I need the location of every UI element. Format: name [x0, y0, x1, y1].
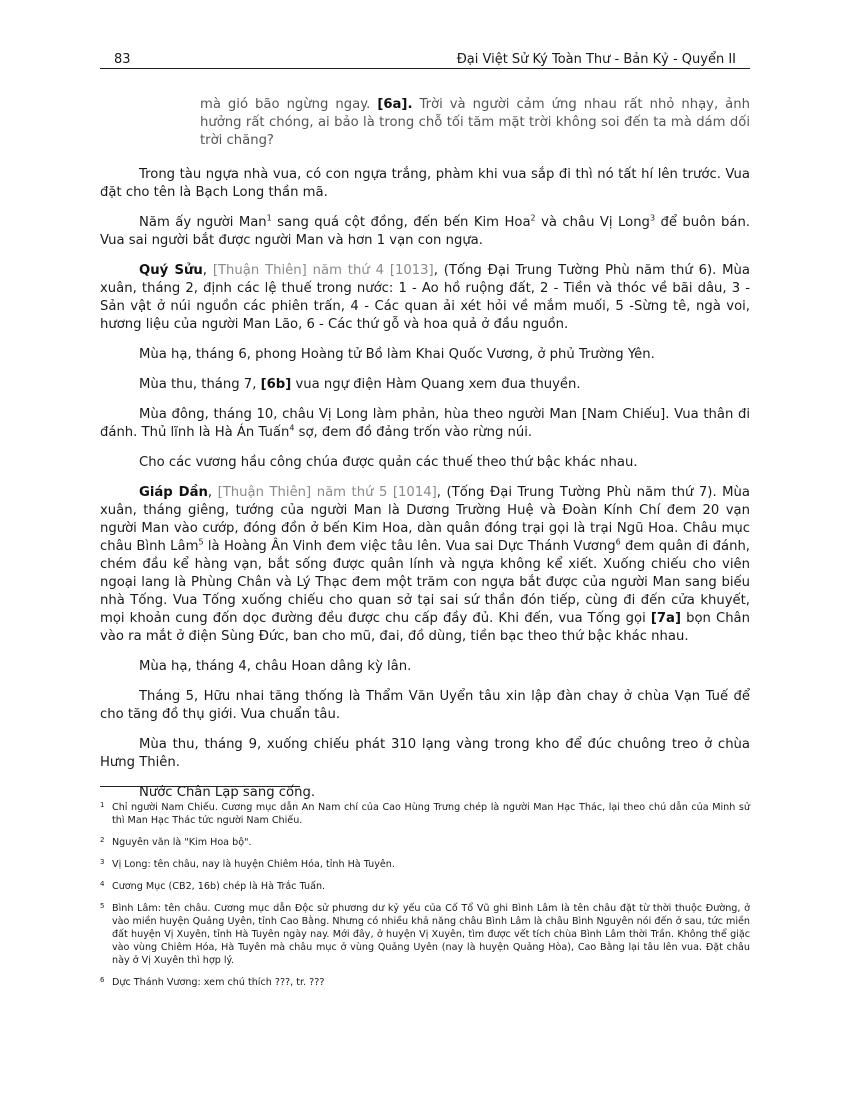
text-run: Trời và người cảm ứng nhau rất nhỏ nhạy, ảnh hưởng rất chóng, ai bảo là trong chỗ tối tăm mặt trời không soi đến ta mà dám dối trời chăng? — [200, 97, 750, 148]
running-header — [100, 46, 750, 66]
era-note: [Thuận Thiên] năm thứ 5 [1014] — [217, 485, 437, 500]
footnote-number: 6 — [100, 976, 105, 984]
paragraph — [100, 406, 750, 442]
year-heading: Quý Sửu — [139, 263, 203, 278]
footnote-ref[interactable]: 5 — [198, 537, 204, 547]
footnote-number: 3 — [100, 858, 105, 866]
footnote-number: 4 — [100, 880, 105, 888]
text-run: Năm ấy người Man — [139, 215, 267, 230]
footnote — [100, 976, 750, 989]
paragraph — [200, 96, 750, 150]
main-text — [100, 96, 750, 814]
paragraph — [100, 376, 750, 394]
footnote — [100, 801, 750, 827]
footnote-number: 1 — [100, 801, 105, 809]
text-run: vua ngự điện Hàm Quang xem đua thuyền. — [291, 377, 581, 392]
page-ref: [7a] — [650, 611, 681, 626]
text-run: sang quá cột đồng, đến bến Kim Hoa — [271, 215, 531, 230]
footnote-separator — [100, 786, 300, 787]
paragraph: Mùa hạ, tháng 4, châu Hoan dâng kỳ lân. — [139, 659, 412, 674]
paragraph: Tháng 5, Hữu nhai tăng thống là Thẩm Văn Uyển tâu xin lập đàn chay ở chùa Vạn Tuế để cho tăng đồ thụ giới. Vua chuẩn tâu. — [100, 689, 750, 722]
text-run: , — [202, 263, 213, 278]
running-title: Đại Việt Sử Ký Toàn Thư - Bản Kỷ - Quyển II — [456, 52, 736, 67]
paragraph: Cho các vương hầu công chúa được quản các thuế theo thứ bậc khác nhau. — [139, 455, 638, 470]
text-run: để buôn bán. Vua sai người bắt được người Man và hơn 1 vạn con ngựa. — [100, 215, 750, 248]
footnote-ref[interactable]: 4 — [289, 423, 295, 433]
paragraph — [100, 214, 750, 250]
text-run: Mùa đông, tháng 10, châu Vị Long làm phản, hùa theo người Man [Nam Chiếu]. Vua thân đi đánh. Thủ lĩnh là Hà Án Tuấn — [100, 407, 750, 440]
footnote-text: Chỉ người Nam Chiếu. Cương mục dẫn An Nam chí của Cao Hùng Trưng chép là người Man Hạc Thác, lại theo chú dẫn của Minh sử thì Man Hạc Thác tức người Nam Chiếu. — [112, 802, 750, 826]
text-run: , — [207, 485, 218, 500]
paragraph — [100, 484, 750, 646]
footnote — [100, 858, 750, 871]
footnote-text: Vị Long: tên châu, nay là huyện Chiêm Hóa, tỉnh Hà Tuyên. — [112, 859, 395, 870]
text-run: , (Tống Đại Trung Tường Phù năm thứ 7). Mùa xuân, tháng giêng, tướng của người Man là Dương Trường Huệ và Đoàn Kính Chí đem 20 vạn người Man vào cướp, đóng đồn ở bến Kim Hoa, dàn quân đóng trại gọi là trại Ngũ Hoa. Châu mục châu Bình Lâm — [100, 485, 750, 554]
era-note: [Thuận Thiên] năm thứ 4 [1013] — [212, 263, 434, 278]
text-run: mà gió bão ngừng ngay. — [200, 97, 378, 112]
text-run: , (Tống Đại Trung Tường Phù năm thứ 6). Mùa xuân, tháng 2, định các lệ thuế trong nước: 1 - Ao hồ ruộng đất, 2 - Tiền và thóc về bãi dâu, 3 - Sản vật ở núi nguồn các phiên trấn, 4 - Các quan ải xét hỏi về mắm muối, 5 -Sừng tê, ngà voi, hương liệu của người Man Lão, 6 - Các thứ gỗ và hoa quả ở đầu nguồn. — [100, 263, 750, 332]
paragraph: Mùa thu, tháng 9, xuống chiếu phát 310 lạng vàng trong kho để đúc chuông treo ở chùa Hưng Thiên. — [100, 737, 750, 770]
footnote-ref[interactable]: 1 — [266, 213, 272, 223]
text-run: sợ, đem đồ đảng trốn vào rừng núi. — [294, 425, 533, 440]
text-run: là Hoàng Ân Vinh đem việc tâu lên. Vua sai Dực Thánh Vương — [203, 539, 616, 554]
year-heading: Giáp Dần — [139, 485, 208, 500]
footnote-text: Dực Thánh Vương: xem chú thích ???, tr. ??? — [112, 977, 325, 988]
paragraph: Mùa hạ, tháng 6, phong Hoàng tử Bồ làm Khai Quốc Vương, ở phủ Trường Yên. — [139, 347, 655, 362]
text-run: Mùa thu, tháng 7, — [139, 377, 261, 392]
text-run: và châu Vị Long — [535, 215, 650, 230]
footnote-ref[interactable]: 2 — [530, 213, 536, 223]
page-ref: [6a]. — [377, 97, 413, 112]
footnote-text: Bình Lâm: tên châu. Cương mục dẫn Độc sử phương dư kỷ yếu của Cố Tổ Vũ ghi Bình Lâm là tên châu đặt từ thời thuộc Đường, ở vào miền huyện Quảng Uyên, tỉnh Cao Bằng. Nhưng có nhiều khả năng châu Bình Lâm là châu Bình Nguyên nói đến ở sau, tức miền đất huyện Vị Xuyên, tỉnh Hà Tuyên ngày nay. Mới đây, ở huyện Vị Xuyên, tìm được vết tích chùa Bình Lâm thời Trần. Không thể giặc vào vùng Chiêm Hóa, Hà Tuyên mà châu mục ở vùng Quảng Uyên (nay là huyện Quảng Hòa), Cao Bằng lại tâu lên vua. Đặt châu này ở Vị Xuyên thì hợp lý. — [112, 903, 750, 966]
footnote — [100, 902, 750, 967]
text-run: đem quân đi đánh, chém đầu kể hàng vạn, bắt sống được quân lính và ngựa không kể xiết. Xuống chiếu cho viên ngoại lang là Phùng Chân và Lý Thạc đem một trăm con ngựa bắt được của người Man sang biếu nhà Tống. Vua Tống xuống chiếu cho quan sở tại sai sứ thần đón tiếp, cùng đi đến cửa khuyết, mọi khoản cung đốn dọc đường đều được chu cấp đầy đủ. Khi đến, vua Tống gọi — [100, 539, 750, 626]
footnotes — [100, 801, 750, 998]
footnote-number: 2 — [100, 836, 105, 844]
header-rule — [100, 68, 750, 69]
page-ref: [6b] — [260, 377, 292, 392]
footnote — [100, 836, 750, 849]
page-number: 83 — [114, 52, 131, 67]
text-run: bọn Chân vào ra mắt ở điện Sùng Đức, ban cho mũ, đai, đồ dùng, tiền bạc theo thứ bậc khác nhau. — [100, 611, 750, 644]
paragraph: Nước Chân Lạp sang cống. — [139, 785, 316, 800]
footnote — [100, 880, 750, 893]
paragraph: Trong tàu ngựa nhà vua, có con ngựa trắng, phàm khi vua sắp đi thì nó tất hí lên trước. Vua đặt cho tên là Bạch Long thần mã. — [100, 167, 750, 200]
footnote-text: Cương Mục (CB2, 16b) chép là Hà Trắc Tuấn. — [112, 881, 326, 892]
footnote-text: Nguyên văn là "Kim Hoa bộ". — [112, 837, 252, 848]
footnote-ref[interactable]: 3 — [649, 213, 656, 223]
footnote-number: 5 — [100, 902, 105, 910]
footnote-ref[interactable]: 6 — [615, 537, 621, 547]
paragraph — [100, 262, 750, 334]
